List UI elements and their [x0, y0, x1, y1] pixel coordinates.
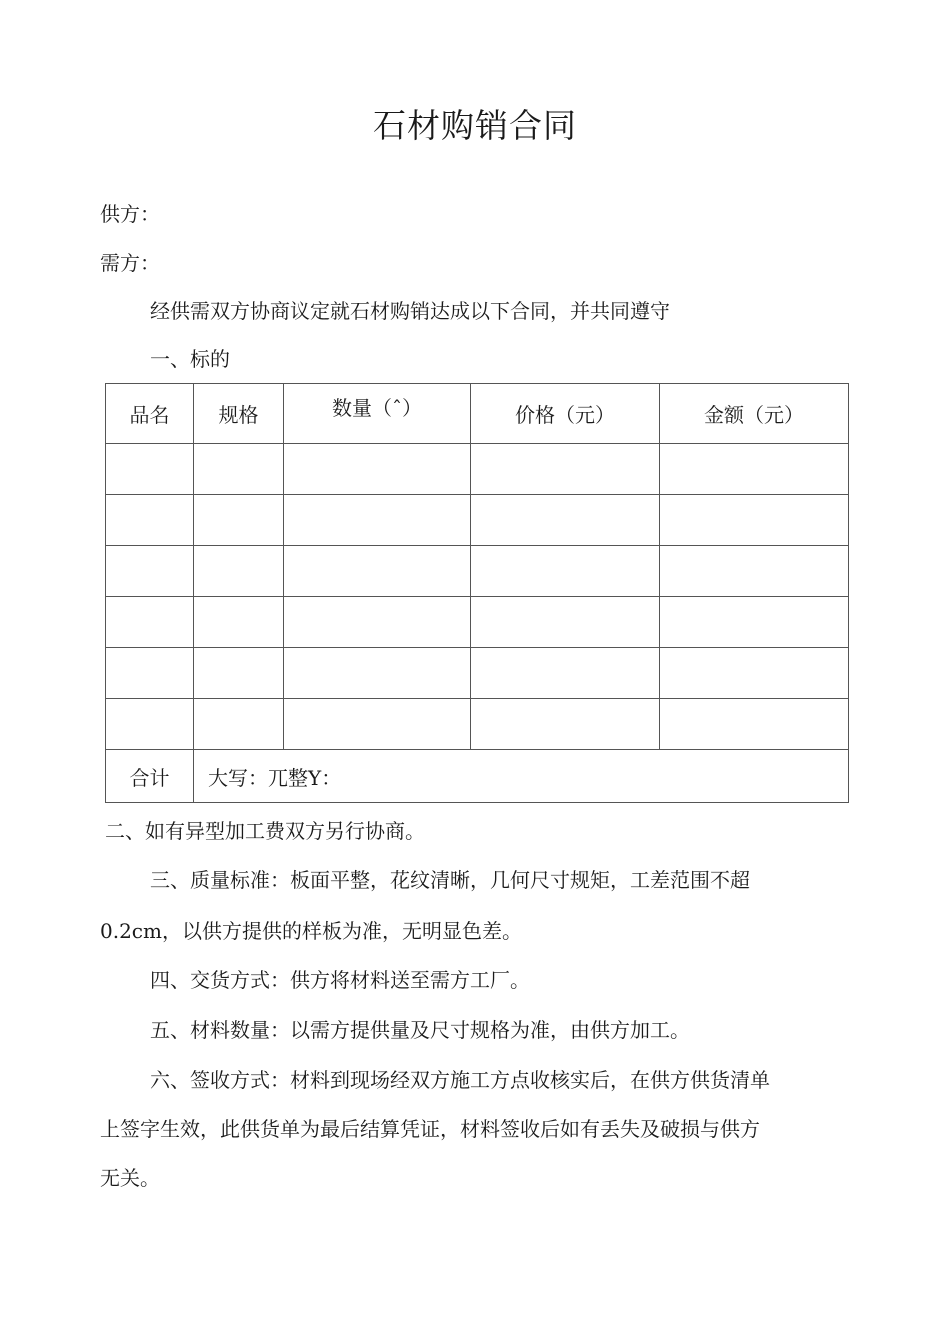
clause-6-line-1: 六、签收方式：材料到现场经双方施工方点收核实后，在供方供货清单 — [150, 1068, 770, 1092]
table-cell — [194, 546, 284, 597]
table-total-row — [106, 750, 849, 803]
clause-3-line-2: 0.2cm，以供方提供的样板为准，无明显色差。 — [100, 919, 522, 943]
total-in-words: 大写：兀整Y： — [194, 750, 849, 803]
clause-4: 四、交货方式：供方将材料送至需方工厂。 — [150, 968, 530, 992]
table-row — [106, 648, 849, 699]
clause-6-line-3: 无关。 — [100, 1166, 160, 1190]
intro-paragraph: 经供需双方协商议定就石材购销达成以下合同，并共同遵守 — [150, 299, 670, 323]
table-cell — [471, 546, 660, 597]
buyer-label: 需方： — [100, 251, 160, 275]
table-cell — [660, 597, 849, 648]
table-cell — [106, 546, 194, 597]
header-quantity: 数量（ˆ） — [284, 384, 471, 444]
supplier-label: 供方： — [100, 202, 160, 226]
table-cell — [284, 699, 471, 750]
table-cell — [471, 648, 660, 699]
table-cell — [194, 699, 284, 750]
table-row — [106, 597, 849, 648]
table-cell — [194, 597, 284, 648]
table-cell — [471, 699, 660, 750]
table-cell — [284, 546, 471, 597]
clause-5: 五、材料数量：以需方提供量及尺寸规格为准，由供方加工。 — [150, 1018, 690, 1042]
goods-table — [105, 383, 849, 803]
table-cell — [106, 597, 194, 648]
header-product-name: 品名 — [106, 384, 194, 444]
table-row — [106, 546, 849, 597]
table-cell — [106, 699, 194, 750]
table-cell — [284, 648, 471, 699]
table-cell — [106, 648, 194, 699]
table-cell — [194, 444, 284, 495]
clause-2: 二、如有异型加工费双方另行协商。 — [105, 819, 425, 843]
table-cell — [284, 597, 471, 648]
section-1-heading: 一、标的 — [150, 347, 230, 371]
total-label: 合计 — [106, 750, 194, 803]
clause-3-line-1: 三、质量标准：板面平整，花纹清晰，几何尺寸规矩，工差范围不超 — [150, 868, 750, 892]
header-amount: 金额（元） — [660, 384, 849, 444]
table-cell — [471, 444, 660, 495]
table-cell — [284, 444, 471, 495]
clause-6-line-2: 上签字生效，此供货单为最后结算凭证，材料签收后如有丢失及破损与供方 — [100, 1117, 760, 1141]
table-cell — [471, 597, 660, 648]
document-title: 石材购销合同 — [373, 106, 577, 145]
table-cell — [284, 495, 471, 546]
header-price: 价格（元） — [471, 384, 660, 444]
table-cell — [194, 495, 284, 546]
table-cell — [660, 699, 849, 750]
table-cell — [471, 495, 660, 546]
table-cell — [660, 648, 849, 699]
table-cell — [106, 444, 194, 495]
table-cell — [660, 495, 849, 546]
table-cell — [194, 648, 284, 699]
table-cell — [106, 495, 194, 546]
table-row — [106, 444, 849, 495]
table-cell — [660, 546, 849, 597]
table-header-row — [106, 384, 849, 444]
header-specification: 规格 — [194, 384, 284, 444]
table-row — [106, 699, 849, 750]
table-row — [106, 495, 849, 546]
table-cell — [660, 444, 849, 495]
